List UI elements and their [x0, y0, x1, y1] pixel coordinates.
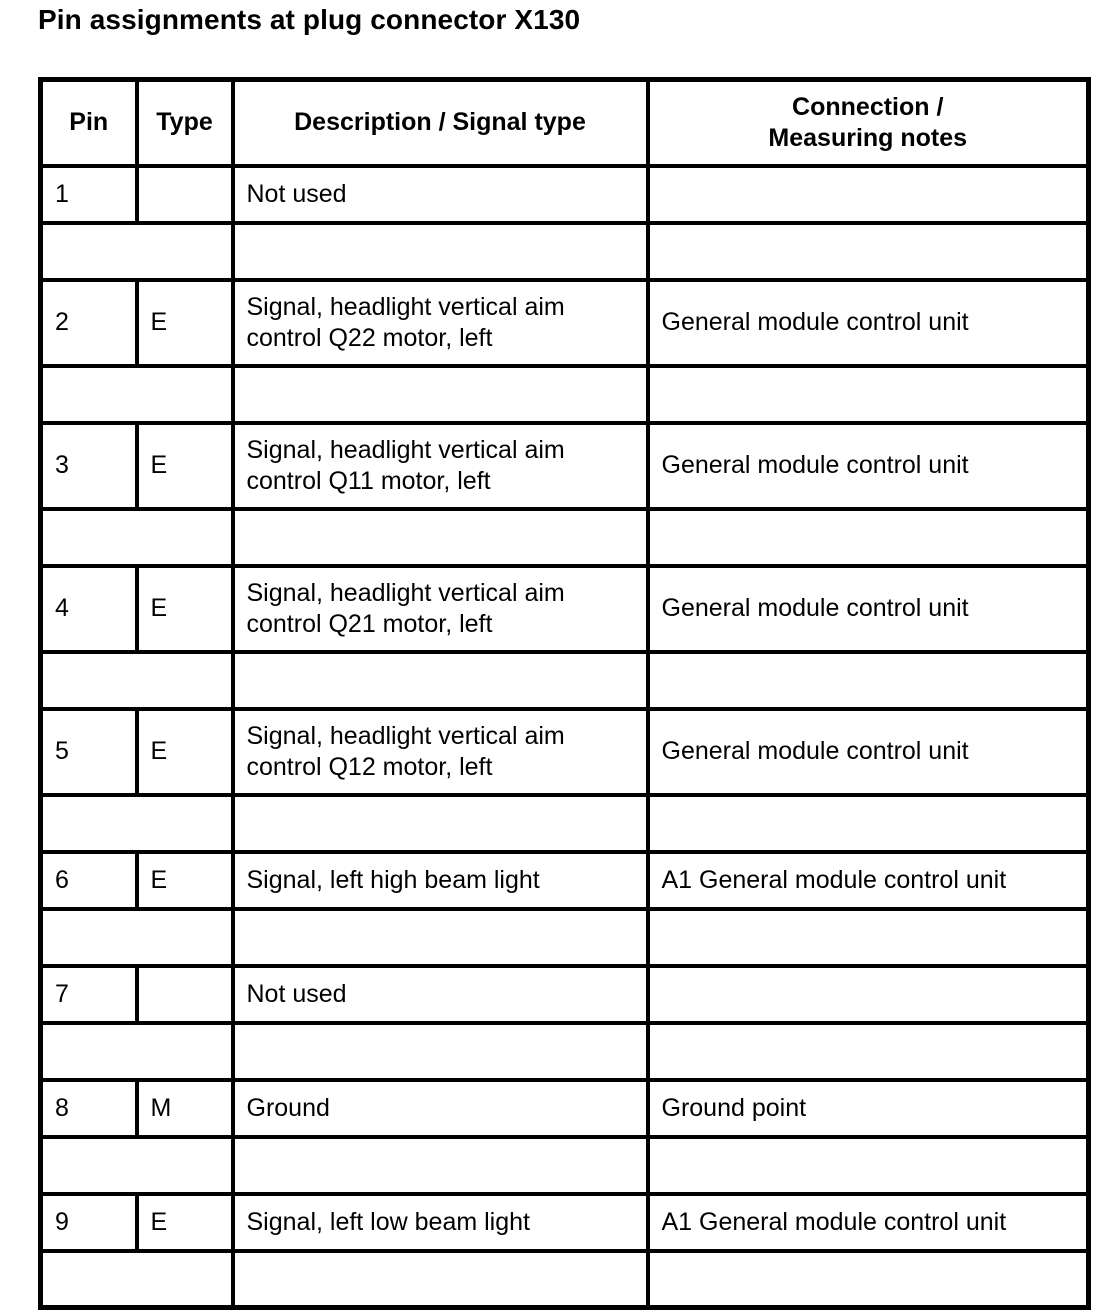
table-row	[41, 1194, 1089, 1251]
pin-assignment-table	[38, 77, 1091, 1310]
spacer-cell	[41, 1251, 233, 1308]
header-description: Description / Signal type	[233, 80, 648, 166]
spacer-cell	[233, 223, 648, 280]
table-row	[41, 566, 1089, 652]
connection-cell: A1 General module control unit	[648, 852, 1089, 909]
type-cell: E	[137, 566, 233, 652]
spacer-cell	[648, 366, 1089, 423]
type-cell: E	[137, 1194, 233, 1251]
spacer-cell	[41, 1137, 233, 1194]
type-cell	[137, 966, 233, 1023]
spacer-cell	[648, 509, 1089, 566]
connection-cell: General module control unit	[648, 280, 1089, 366]
spacer-cell	[648, 1251, 1089, 1308]
table-row	[41, 423, 1089, 509]
type-cell: E	[137, 852, 233, 909]
table-row	[41, 1080, 1089, 1137]
spacer-cell	[41, 652, 233, 709]
table-row	[41, 709, 1089, 795]
description-cell: Not used	[233, 166, 648, 223]
connection-cell: General module control unit	[648, 566, 1089, 652]
spacer-cell	[41, 366, 233, 423]
description-line1: Signal, headlight vertical aim	[246, 292, 565, 321]
spacer-cell	[233, 1023, 648, 1080]
description-cell: Signal, left high beam light	[233, 852, 648, 909]
spacer-row	[41, 1137, 1089, 1194]
description-line1: Signal, headlight vertical aim	[246, 721, 565, 750]
table-header-row	[41, 80, 1089, 166]
pin-cell: 2	[41, 280, 137, 366]
spacer-cell	[233, 1251, 648, 1308]
description-line2: control Q21 motor, left	[246, 609, 493, 638]
spacer-cell	[233, 652, 648, 709]
description-cell	[233, 709, 648, 795]
table-row	[41, 852, 1089, 909]
description-cell	[233, 566, 648, 652]
spacer-cell	[233, 1137, 648, 1194]
page-title: Pin assignments at plug connector X130	[38, 4, 581, 35]
spacer-cell	[648, 795, 1089, 852]
spacer-cell	[41, 223, 233, 280]
table-row	[41, 280, 1089, 366]
spacer-cell	[648, 1023, 1089, 1080]
spacer-row	[41, 366, 1089, 423]
header-connection	[648, 80, 1089, 166]
spacer-cell	[233, 909, 648, 966]
description-line2: control Q22 motor, left	[246, 323, 493, 352]
description-line1: Signal, headlight vertical aim	[246, 578, 565, 607]
spacer-row	[41, 1251, 1089, 1308]
description-cell	[233, 280, 648, 366]
pin-cell: 6	[41, 852, 137, 909]
spacer-cell	[648, 909, 1089, 966]
header-connection-line2: Measuring notes	[768, 123, 968, 152]
table-row	[41, 966, 1089, 1023]
description-cell: Not used	[233, 966, 648, 1023]
table-row	[41, 166, 1089, 223]
spacer-cell	[648, 1137, 1089, 1194]
connection-cell	[648, 166, 1089, 223]
spacer-cell	[41, 1023, 233, 1080]
spacer-cell	[233, 366, 648, 423]
spacer-cell	[41, 509, 233, 566]
spacer-row	[41, 1023, 1089, 1080]
pin-cell: 7	[41, 966, 137, 1023]
description-line2: control Q12 motor, left	[246, 752, 493, 781]
pin-cell: 3	[41, 423, 137, 509]
spacer-cell	[233, 509, 648, 566]
connection-cell: Ground point	[648, 1080, 1089, 1137]
description-cell: Signal, left low beam light	[233, 1194, 648, 1251]
pin-cell: 4	[41, 566, 137, 652]
description-line2: control Q11 motor, left	[246, 466, 491, 495]
description-cell	[233, 423, 648, 509]
connection-cell: General module control unit	[648, 709, 1089, 795]
pin-cell: 1	[41, 166, 137, 223]
pin-cell: 8	[41, 1080, 137, 1137]
type-cell: E	[137, 423, 233, 509]
header-pin: Pin	[41, 80, 137, 166]
header-type: Type	[137, 80, 233, 166]
spacer-cell	[648, 652, 1089, 709]
spacer-row	[41, 795, 1089, 852]
spacer-row	[41, 223, 1089, 280]
connection-cell: A1 General module control unit	[648, 1194, 1089, 1251]
spacer-cell	[41, 795, 233, 852]
type-cell: M	[137, 1080, 233, 1137]
connection-cell: General module control unit	[648, 423, 1089, 509]
pin-cell: 9	[41, 1194, 137, 1251]
spacer-cell	[648, 223, 1089, 280]
type-cell	[137, 166, 233, 223]
type-cell: E	[137, 709, 233, 795]
spacer-cell	[233, 795, 648, 852]
description-line1: Signal, headlight vertical aim	[246, 435, 565, 464]
connection-cell	[648, 966, 1089, 1023]
spacer-cell	[41, 909, 233, 966]
spacer-row	[41, 652, 1089, 709]
description-cell: Ground	[233, 1080, 648, 1137]
spacer-row	[41, 509, 1089, 566]
spacer-row	[41, 909, 1089, 966]
pin-cell: 5	[41, 709, 137, 795]
type-cell: E	[137, 280, 233, 366]
header-connection-line1: Connection /	[792, 92, 944, 121]
